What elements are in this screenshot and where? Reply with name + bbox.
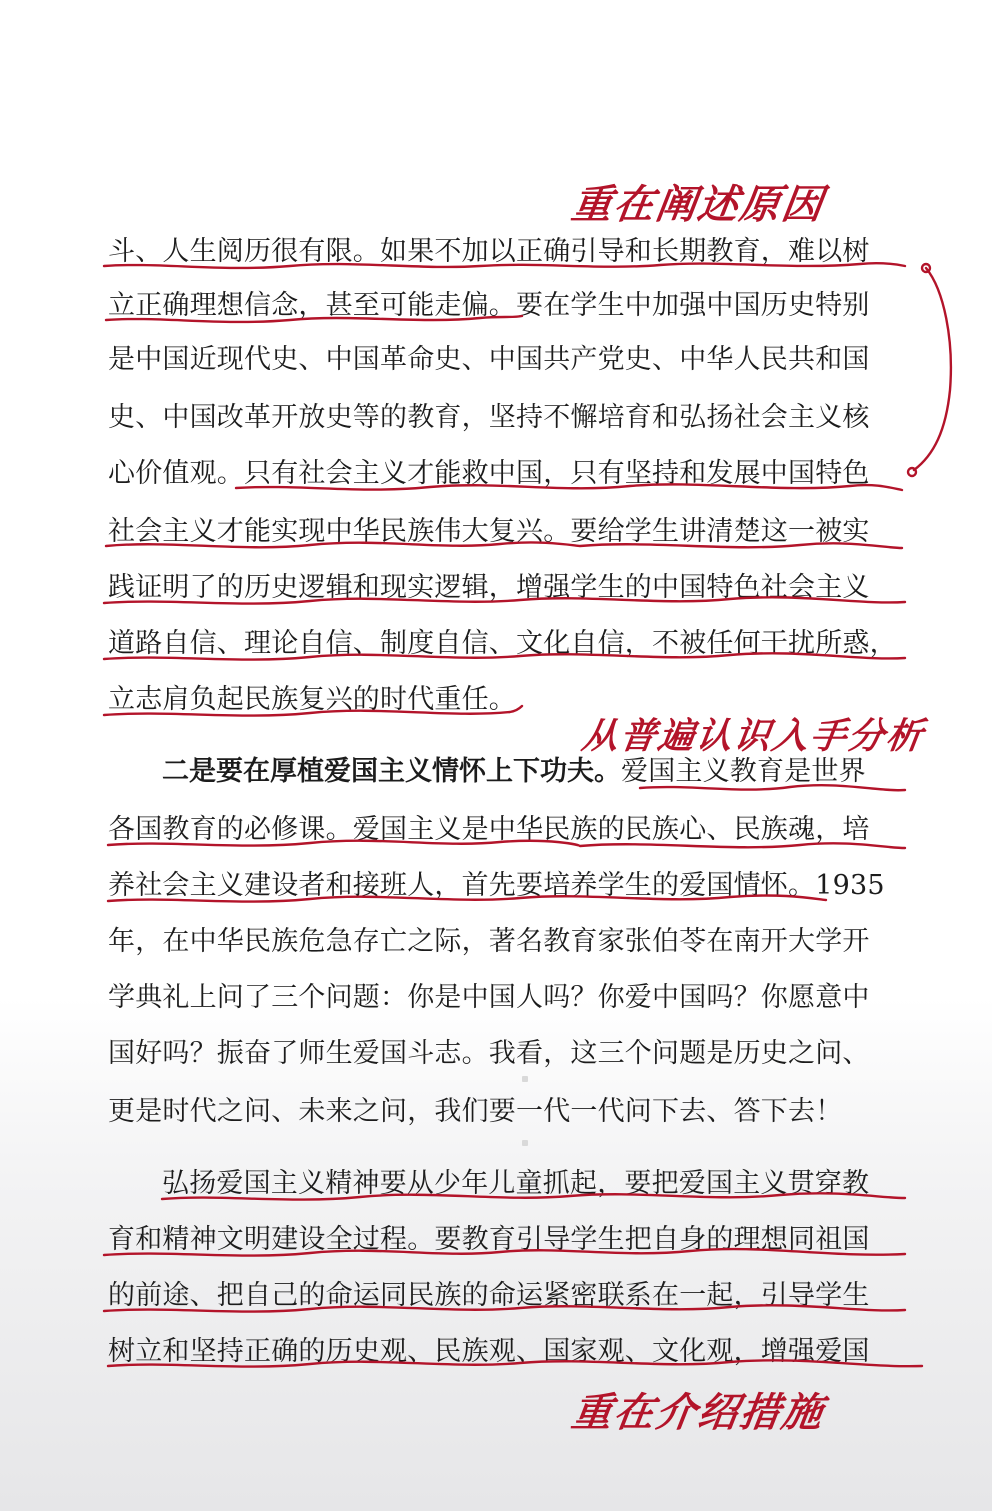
text-line-14: 学典礼上问了三个问题：你是中国人吗？你爱中国吗？你愿意中 <box>108 982 870 1013</box>
annotation-analysis: 从普遍认识入手分析 <box>579 716 927 757</box>
bracket-dot-top <box>922 264 930 272</box>
text-line-7: 践证明了的历史逻辑和现实逻辑，增强学生的中国特色社会主义 <box>108 572 870 603</box>
text-line-1: 斗、人生阅历很有限。如果不加以正确引导和长期教育，难以树 <box>108 236 870 267</box>
annotation-measures: 重在介绍措施 <box>568 1390 828 1436</box>
text-line-8: 道路自信、理论自信、制度自信、文化自信，不被任何干扰所惑， <box>108 628 897 659</box>
text-line-6: 社会主义才能实现中华民族伟大复兴。要给学生讲清楚这一被实 <box>108 516 870 547</box>
text-line-17 <box>108 1164 904 1204</box>
text-line-5: 心价值观。只有社会主义才能救中国，只有坚持和发展中国特色 <box>108 458 870 489</box>
annotation-reason: 重在阐述原因 <box>568 182 828 228</box>
text-line-2: 立正确理想信念，甚至可能走偏。要在学生中加强中国历史特别 <box>108 290 870 321</box>
text-line-3: 是中国近现代史、中国革命史、中国共产党史、中华人民共和国 <box>108 344 870 375</box>
scan-speck <box>522 1140 528 1146</box>
text-line-16: 更是时代之问、未来之问，我们要一代一代问下去、答下去！ <box>108 1096 843 1127</box>
bracket-marker <box>914 268 951 470</box>
text-line-19: 的前途、把自己的命运同民族的命运紧密联系在一起，引导学生 <box>108 1280 870 1311</box>
paragraph-3-first: 弘扬爱国主义精神要从少年儿童抓起，要把爱国主义贯穿教 <box>162 1168 870 1199</box>
text-line-15: 国好吗？振奋了师生爱国斗志。我看，这三个问题是历史之问、 <box>108 1038 870 1069</box>
text-line-4: 史、中国改革开放史等的教育，坚持不懈培育和弘扬社会主义核 <box>108 402 870 433</box>
text-line-12: 养社会主义建设者和接班人，首先要培养学生的爱国情怀。1935 <box>108 870 885 901</box>
text-line-11: 各国教育的必修课。爱国主义是中华民族的民族心、民族魂，培 <box>108 814 870 845</box>
text-line-20: 树立和坚持正确的历史观、民族观、国家观、文化观，增强爱国 <box>108 1336 870 1367</box>
scan-speck <box>522 1076 528 1082</box>
section-lead-rest: 爱国主义教育是世界 <box>621 756 866 787</box>
text-line-9: 立志肩负起民族复兴的时代重任。 <box>108 684 516 715</box>
bracket-dot-bottom <box>908 468 916 476</box>
text-line-18: 育和精神文明建设全过程。要教育引导学生把自身的理想同祖国 <box>108 1224 870 1255</box>
text-line-13: 年，在中华民族危急存亡之际，著名教育家张伯苓在南开大学开 <box>108 926 870 957</box>
section-lead-heading: 二是要在厚植爱国主义情怀上下功夫。 <box>162 756 621 787</box>
